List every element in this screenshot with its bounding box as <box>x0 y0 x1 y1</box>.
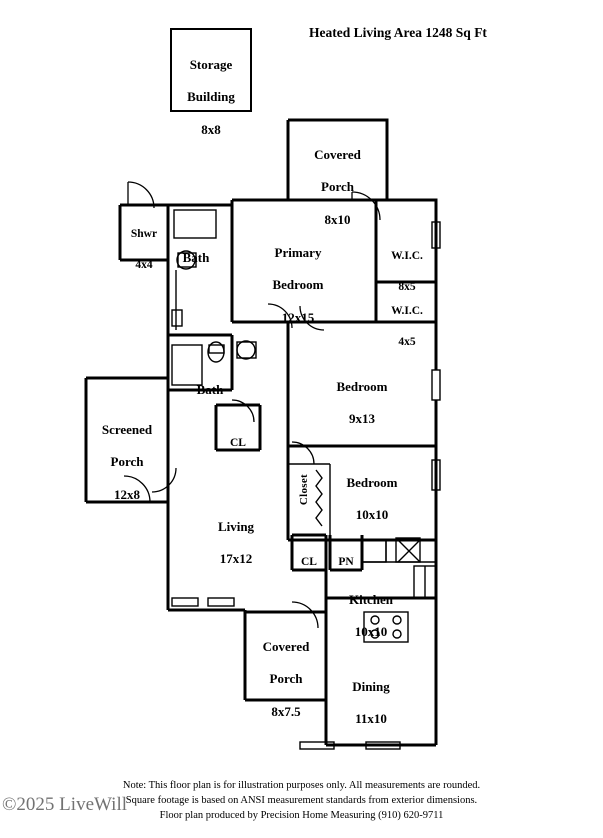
screened-porch-label <box>84 405 170 520</box>
footer-line-2: Square footage is based on ANSI measurement standards from exterior dimensions. <box>125 795 478 807</box>
wic-bottom-name: W.I.C. <box>391 304 423 317</box>
bedroom-913-dim: 9x13 <box>349 411 375 427</box>
closet-vertical-label <box>298 474 310 505</box>
covered-porch-top-name1: Covered <box>314 146 361 162</box>
page-title <box>283 22 513 44</box>
wic-top-dim: 8x5 <box>398 280 416 293</box>
storage-name-line2: Building <box>187 89 235 105</box>
bath-top-label <box>172 233 220 283</box>
kitchen-dim: 10x10 <box>354 624 388 640</box>
wic-bottom-dim: 4x5 <box>398 335 416 348</box>
screened-porch-dim: 12x8 <box>114 486 140 502</box>
closet-cl-bottom-name: CL <box>301 555 317 568</box>
bedroom-913-name: Bedroom <box>336 378 388 394</box>
watermark: ©2025 LiveWill <box>2 794 128 815</box>
wic-bottom-label <box>378 287 436 366</box>
covered-porch-top-dim: 8x10 <box>324 211 351 227</box>
kitchen-name: Kitchen <box>348 591 394 607</box>
bedroom-913-label <box>310 362 414 445</box>
primary-bedroom-dim: 12x15 <box>281 309 315 325</box>
dining-label <box>330 662 412 745</box>
pantry-name: PN <box>338 555 354 568</box>
title-line-1: Heated Living Area <box>309 25 423 40</box>
closet-cl-bottom-label <box>292 538 326 587</box>
bath-mid-label <box>186 365 234 415</box>
dining-dim: 11x10 <box>355 711 387 727</box>
covered-porch-bottom-name1: Covered <box>262 638 310 654</box>
shower-name: Shwr <box>130 227 158 240</box>
dining-name: Dining <box>352 678 390 694</box>
storage-building-label <box>170 40 252 155</box>
primary-bedroom-name1: Primary <box>274 244 322 260</box>
footer-line-3: Floor plan produced by Precision Home Measuring (910) 620-9711 <box>159 810 444 822</box>
bedroom-1010-name: Bedroom <box>346 474 398 490</box>
storage-dim: 8x8 <box>201 121 221 137</box>
closet-cl-top-label <box>216 419 260 468</box>
bath-top-name: Bath <box>182 249 210 265</box>
footer-line-1: Note: This floor plan is for illustration purposes only. All measurements are rounded. <box>122 780 481 791</box>
kitchen-label <box>330 575 412 658</box>
screened-porch-name1: Screened <box>101 421 153 437</box>
closet-vertical-name: Closet <box>298 474 310 506</box>
covered-porch-bottom-dim: 8x7.5 <box>271 703 301 719</box>
living-dim: 17x12 <box>219 551 253 567</box>
closet-cl-top-name: CL <box>230 436 246 449</box>
covered-porch-top-name2: Porch <box>321 179 354 195</box>
storage-name-line1: Storage <box>189 56 233 72</box>
wic-top-name: W.I.C. <box>391 249 423 262</box>
shower-label <box>118 210 170 289</box>
screened-porch-name2: Porch <box>110 454 144 470</box>
covered-porch-bottom-name2: Porch <box>269 671 303 687</box>
bedroom-1010-label <box>320 458 424 541</box>
shower-dim: 4x4 <box>135 258 153 271</box>
living-label <box>186 502 286 585</box>
title-line-2: 1248 Sq Ft <box>425 25 487 40</box>
living-name: Living <box>217 518 255 534</box>
bath-mid-name: Bath <box>196 381 224 397</box>
bedroom-1010-dim: 10x10 <box>355 507 389 523</box>
primary-bedroom-label <box>243 228 353 343</box>
covered-porch-bottom-label <box>245 622 327 737</box>
primary-bedroom-name2: Bedroom <box>272 277 324 293</box>
